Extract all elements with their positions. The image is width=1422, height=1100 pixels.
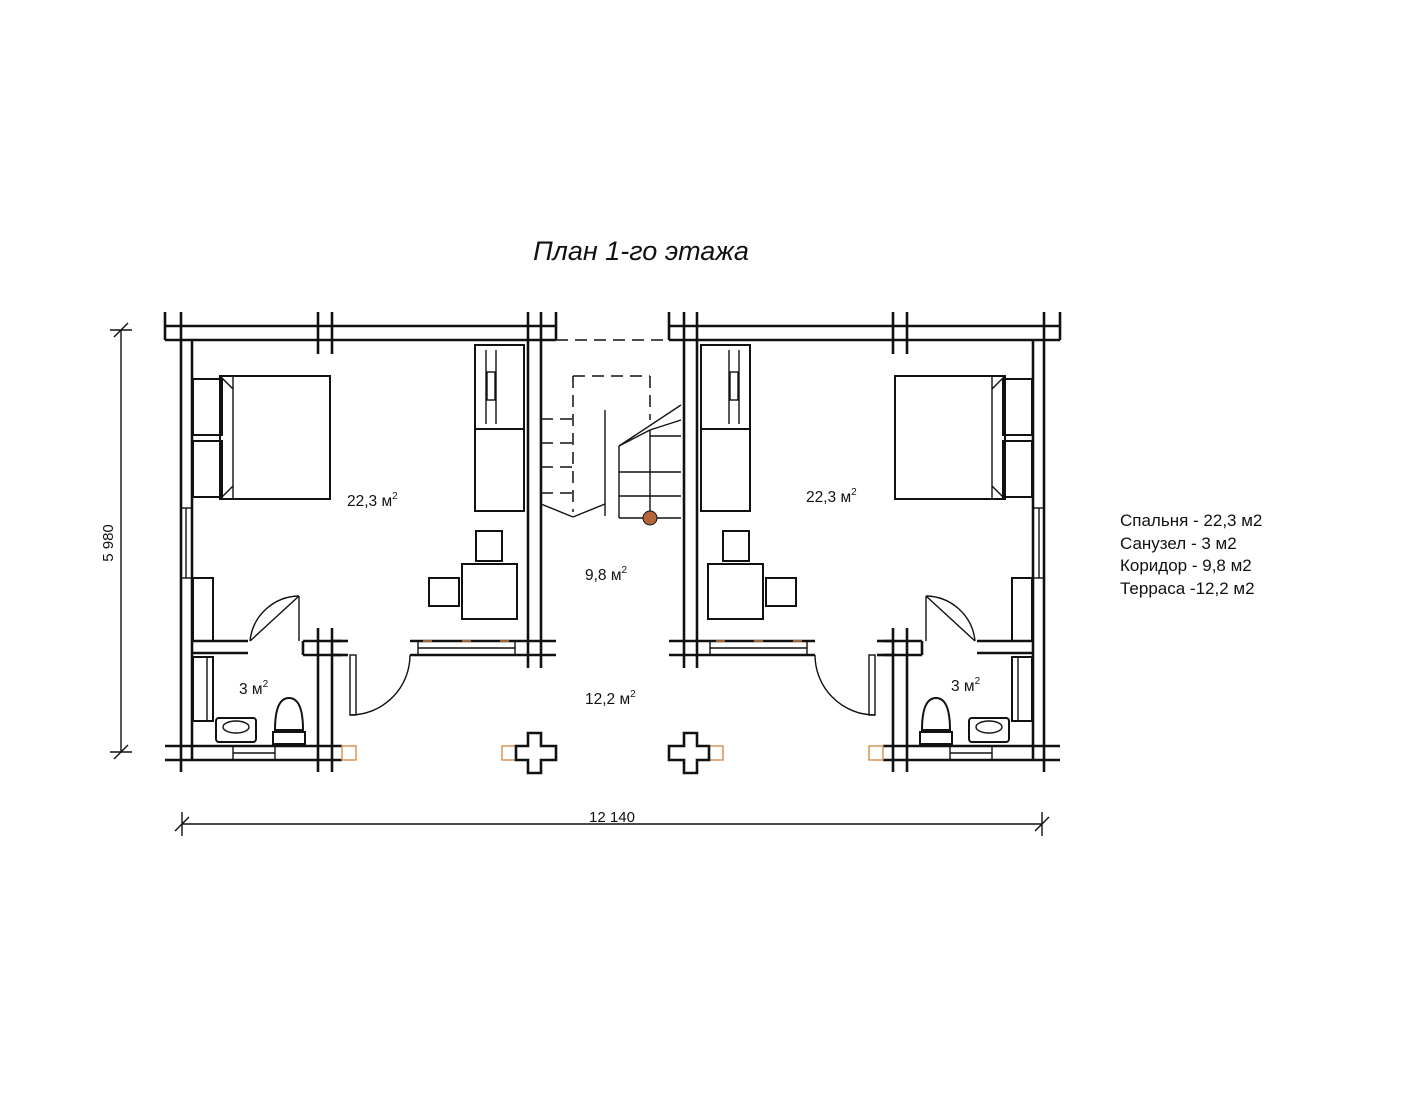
left-bath-fixtures — [193, 657, 305, 744]
dimension-width-label: 12 140 — [589, 809, 635, 826]
left-bed — [193, 376, 330, 499]
plan-title: План 1-го этажа — [533, 236, 749, 266]
legend-item-bathroom: Санузел - 3 м2 — [1120, 533, 1237, 553]
left-dining-set — [429, 531, 517, 619]
right-bath-area: 3 $м^2$ — [951, 676, 981, 695]
left-bedroom-area: 22,3 $м^2$ — [347, 491, 398, 510]
left-unit-walls — [165, 312, 556, 772]
area-legend — [1120, 510, 1262, 600]
corridor-stairs — [541, 340, 681, 518]
corridor-area: 9,8 $м^2$ — [585, 565, 628, 584]
left-wardrobe — [475, 345, 524, 511]
left-entry-door — [350, 655, 410, 715]
left-cabinet — [193, 578, 213, 641]
legend-item-bedroom: Спальня - 22,3 м2 — [1120, 511, 1263, 530]
right-unit — [669, 312, 1060, 773]
dimension-height-label: 5 980 — [100, 524, 117, 562]
legend-item-terrace: Терраса -12,2 м2 — [1120, 578, 1255, 598]
legend-item-corridor: Коридор - 9,8 м2 — [1120, 556, 1252, 575]
right-bedroom-area: 22,3 $м^2$ — [806, 487, 857, 506]
left-bath-door — [250, 596, 299, 641]
terrace-area: 12,2 $м^2$ — [585, 689, 636, 708]
left-bath-area: 3 $м^2$ — [239, 679, 269, 698]
stair-newel-post — [643, 511, 657, 525]
